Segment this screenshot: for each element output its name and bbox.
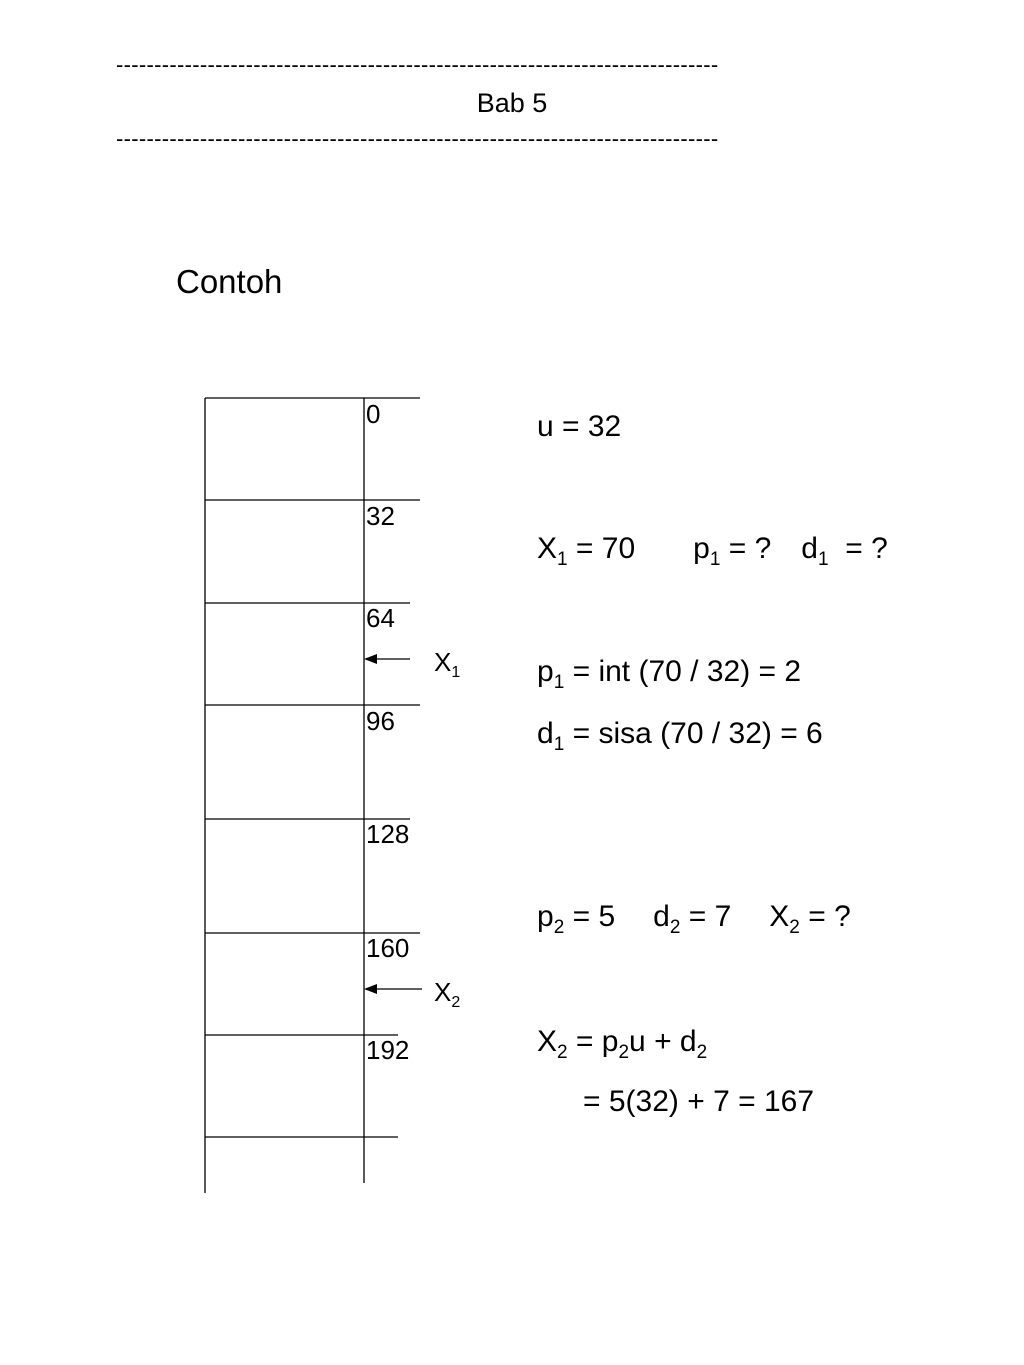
equation-p2-d2: $p_2 = 5$ $d_2 = 7$ $X_2$ = ? <box>537 900 851 938</box>
header-rule-top: ------------------------------------------------------------------------------- <box>116 52 719 77</box>
equation-u: u = 32 <box>537 410 622 443</box>
equation-x1-given: $X_1 = 70$ $p_1$ = ? $d_1$ = ? <box>537 532 888 570</box>
equation-d1: $d_1$ = sisa (70 / 32) = 6 <box>537 717 823 755</box>
chapter-title: Bab 5 <box>476 88 548 118</box>
address-label: 96 <box>366 706 395 736</box>
address-label: 0 <box>366 399 381 429</box>
equation-x2-formula: $X_2 = p_2u + d_2$ <box>537 1025 708 1063</box>
address-label: 32 <box>366 501 395 531</box>
address-label: 128 <box>366 819 410 849</box>
address-label: 160 <box>366 933 410 963</box>
pointer-label-x2: $X_2$ <box>434 977 461 1011</box>
address-label: 64 <box>366 603 395 633</box>
section-heading: Contoh <box>176 263 283 300</box>
arrow-x2-head <box>364 984 377 994</box>
equation-p1: $p_1$ = int (70 / 32) = 2 <box>537 655 802 693</box>
arrow-x1-head <box>364 654 377 664</box>
header-rule-bottom: ------------------------------------------------------------------------------- <box>116 126 719 151</box>
pointer-label-x1: $X_1$ <box>434 647 461 681</box>
equation-x2-result: = 5(32) + 7 = 167 <box>583 1085 815 1118</box>
address-label: 192 <box>366 1035 410 1065</box>
